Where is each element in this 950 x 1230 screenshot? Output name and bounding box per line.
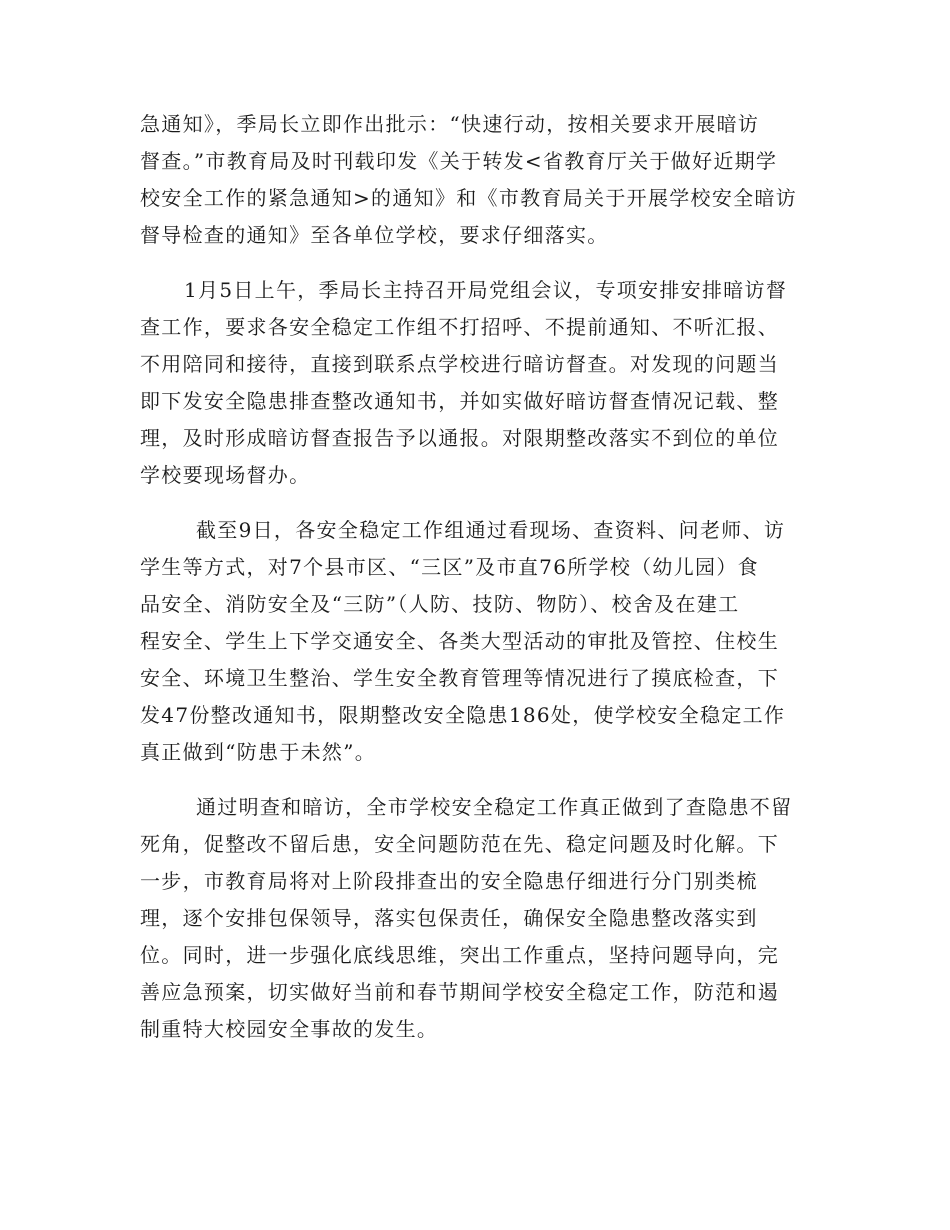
- document-body: [140, 106, 810, 1066]
- text-line: 通过明查和暗访，全市学校安全稳定工作真正做到了查隐患不留: [196, 795, 793, 819]
- text-line: 督导检查的通知》至各单位学校，要求仔细落实。: [140, 223, 609, 247]
- text-line: 理，逐个安排包保领导，落实包保责任，确保安全隐患整改落实到: [140, 906, 758, 930]
- text-line: 品安全、消防安全及“三防”（人防、技防、物防）、校舍及在建工: [140, 592, 740, 616]
- text-line: 死角，促整改不留后患，安全问题防范在先、稳定问题及时化解。下: [140, 832, 779, 856]
- text-line: 学校要现场督办。: [140, 463, 311, 487]
- text-line: 即下发安全隐患排查整改通知书，并如实做好暗访督查情况记载、整: [140, 389, 779, 413]
- text-line: 程安全、学生上下学交通安全、各类大型活动的审批及管控、住校生: [140, 629, 779, 653]
- text-line: 急通知》，季局长立即作出批示：“快速行动，按相关要求开展暗访: [140, 112, 760, 136]
- text-line: 善应急预案，切实做好当前和春节期间学校安全稳定工作，防范和遏: [140, 980, 779, 1004]
- text-line: 1月5日上午，季局长主持召开局党组会议，专项安排安排暗访督: [184, 278, 788, 302]
- text-line: 安全、环境卫生整治、学生安全教育管理等情况进行了摸底检查，下: [140, 666, 779, 690]
- text-line: 真正做到“防患于未然”。: [140, 740, 377, 764]
- text-line: 位。同时，进一步强化底线思维，突出工作重点，坚持问题导向，完: [140, 943, 779, 967]
- text-line: 发47份整改通知书，限期整改安全隐患186处，使学校安全稳定工作: [140, 703, 786, 727]
- text-line: 学生等方式，对7个县市区、“三区”及市直76所学校（幼儿园）食: [140, 555, 759, 579]
- text-line: 督查。”市教育局及时刊载印发《关于转发<省教育厅关于做好近期学: [140, 149, 778, 173]
- paragraph-2: [140, 272, 810, 494]
- text-line: 截至9日，各安全稳定工作组通过看现场、查资料、问老师、访: [196, 518, 786, 542]
- text-line: 一步，市教育局将对上阶段排查出的安全隐患仔细进行分门别类梳: [140, 869, 758, 893]
- text-line: 不用陪同和接待，直接到联系点学校进行暗访督查。对发现的问题当: [140, 352, 779, 376]
- text-line: 制重特大校园安全事故的发生。: [140, 1017, 439, 1041]
- text-line: 校安全工作的紧急通知>的通知》和《市教育局关于开展学校安全暗访: [140, 186, 798, 210]
- paragraph-1: [140, 106, 810, 254]
- text-line: 查工作，要求各安全稳定工作组不打招呼、不提前通知、不听汇报、: [140, 315, 779, 339]
- text-line: 理，及时形成暗访督查报告予以通报。对限期整改落实不到位的单位: [140, 426, 779, 450]
- paragraph-4: [140, 789, 810, 1048]
- paragraph-3: [140, 512, 810, 771]
